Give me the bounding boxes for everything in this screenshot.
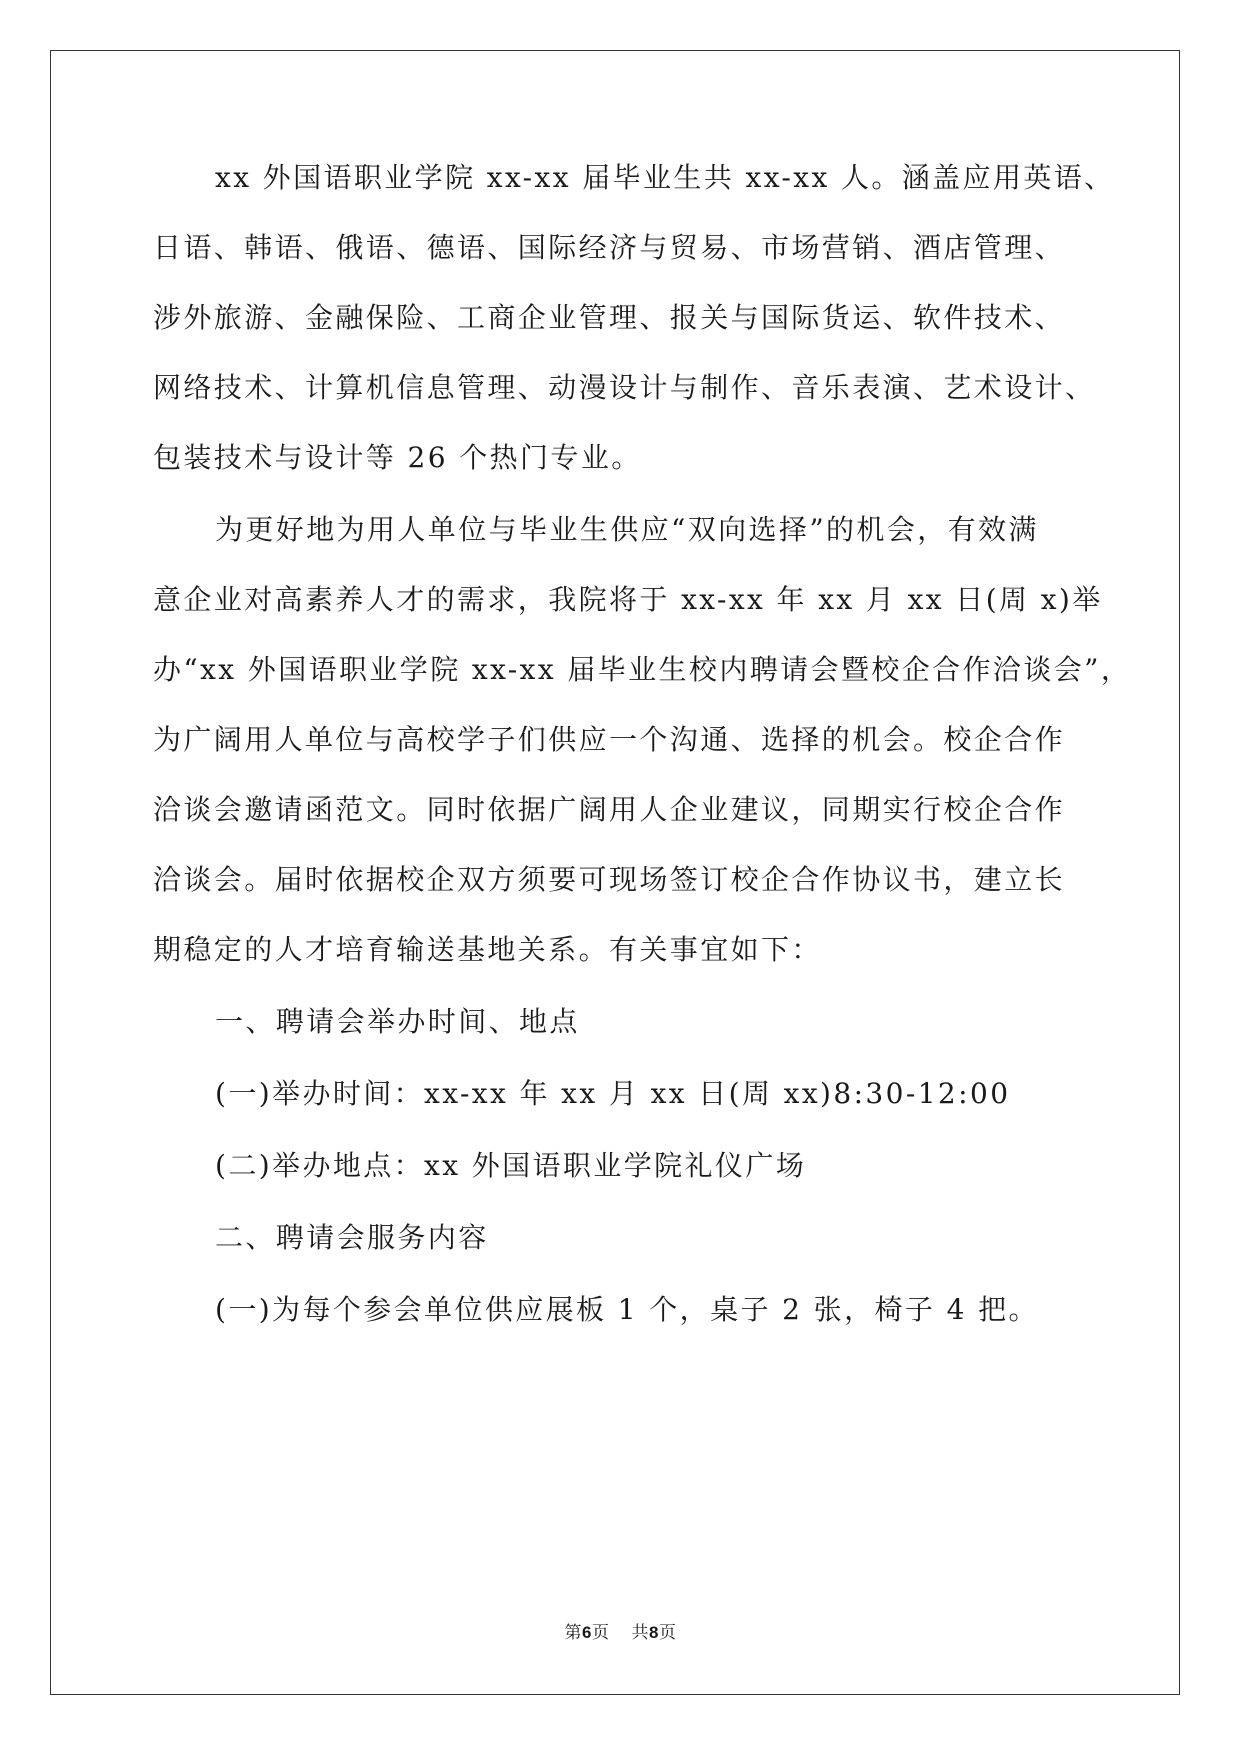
paragraph-2-line-2: 意企业对高素养人才的需求，我院将于 xx-xx 年 xx 月 xx 日(周 x)举 [153,583,1103,616]
total-suffix: 页 [658,1623,677,1643]
page-prefix: 第 [564,1623,583,1643]
item-booth: (一)为每个参会单位供应展板 1 个，桌子 2 张，椅子 4 把。 [215,1293,1039,1326]
paragraph-2-line-3: 办“xx 外国语职业学院 xx-xx 届毕业生校内聘请会暨校企合作洽谈会”， [153,653,1132,686]
section-heading-2: 二、聘请会服务内容 [215,1221,489,1254]
paragraph-2-line-4: 为广阔用人单位与高校学子们供应一个沟通、选择的机会。校企合作 [153,723,1066,756]
page-suffix: 页 [592,1623,610,1643]
paragraph-1-line-5: 包装技术与设计等 26 个热门专业。 [153,441,642,474]
paragraph-2-line-6: 洽谈会。届时依据校企双方须要可现场签订校企合作协议书，建立长 [153,863,1066,896]
paragraph-1-line-1: xx 外国语职业学院 xx-xx 届毕业生共 xx-xx 人。涵盖应用英语、 [215,161,1115,194]
item-location: (二)举办地点：xx 外国语职业学院礼仪广场 [215,1149,807,1182]
section-heading-1: 一、聘请会举办时间、地点 [215,1005,580,1038]
item-time: (一)举办时间：xx-xx 年 xx 月 xx 日(周 xx)8:30-12:00 [215,1077,1011,1110]
page-footer [0,1618,1241,1643]
paragraph-1-line-4: 网络技术、计算机信息管理、动漫设计与制作、音乐表演、艺术设计、 [153,371,1096,404]
paragraph-1-line-2: 日语、韩语、俄语、德语、国际经济与贸易、市场营销、酒店管理、 [153,231,1066,264]
page-current: 6 [582,1623,592,1642]
paragraph-2-line-5: 洽谈会邀请函范文。同时依据广阔用人企业建议，同期实行校企合作 [153,793,1066,826]
paragraph-2-line-7: 期稳定的人才培育输送基地关系。有关事宜如下： [153,933,822,966]
paragraph-2-line-1: 为更好地为用人单位与毕业生供应“双向选择”的机会，有效满 [215,513,1039,546]
paragraph-1-line-3: 涉外旅游、金融保险、工商企业管理、报关与国际货运、软件技术、 [153,301,1066,334]
page-total: 8 [649,1623,659,1642]
total-prefix: 共 [631,1623,649,1643]
